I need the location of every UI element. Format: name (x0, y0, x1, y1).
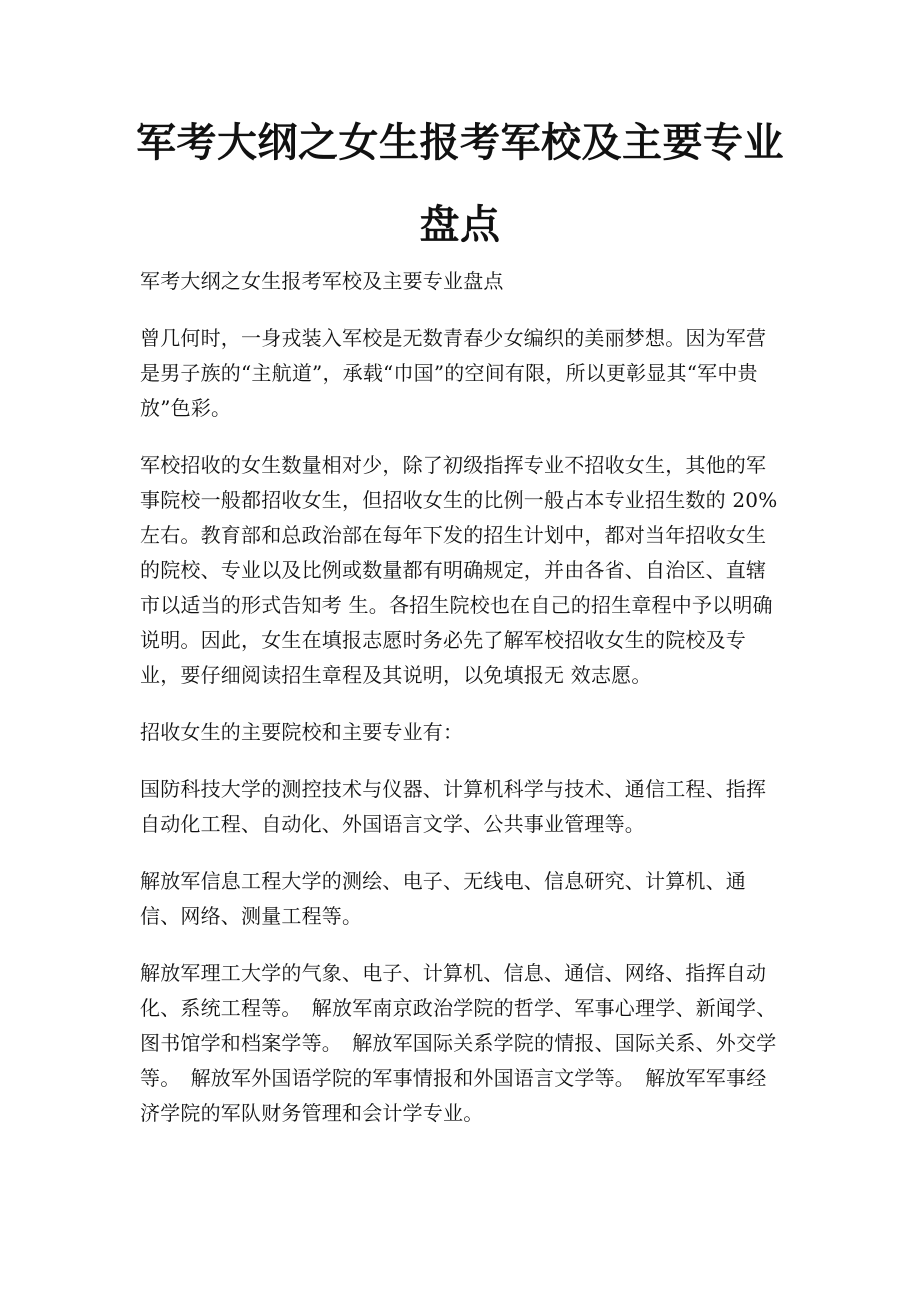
paragraph-intro: 曾几何时，一身戎装入军校是无数青春少女编织的美丽梦想。因为军营是男子族的“主航道”，承载“巾国”的空间有限，所以更彰显其“军中贵放”色彩。 (140, 326, 767, 420)
paragraph-subtitle: 军考大纲之女生报考军校及主要专业盘点 (140, 269, 504, 293)
paragraph-admission-policy: 军校招收的女生数量相对少，除了初级指挥专业不招收女生，其他的军事院校一般都招收女生，但招收女生的比例一般占本专业招生数的 20%左右。教育部和总政治部在每年下发的招生计划中，都对当年招收女生的院校、专业以及比例或数量都有明确规定，并由各省、自治区、直辖市以适当的形式告知考 生。各招生院校也在自己的招生章程中予以明确说明。因此，女生在填报志愿时务必先了解军校招收女生的院校及专业，要仔细阅读招生章程及其说明，以免填报无 效志愿。 (140, 453, 778, 687)
paragraph-national-defense-university: 国防科技大学的测控技术与仪器、计算机科学与技术、通信工程、指挥自动化工程、自动化、外国语言文学、公共事业管理等。 (140, 777, 767, 836)
paragraph-other-military-schools: 解放军理工大学的气象、电子、计算机、信息、通信、网络、指挥自动化、系统工程等。 解放军南京政治学院的哲学、军事心理学、新闻学、图书馆学和档案学等。 解放军国际关系学院的情报、国际关系、外交学等。 解放军外国语学院的军事情报和外国语言文学等。 解放军军事经济学院的军队财务管理和会计学专业。 (140, 961, 777, 1125)
document-body (140, 264, 782, 1153)
paragraph-information-engineering-university: 解放军信息工程大学的测绘、电子、无线电、信息研究、计算机、通信、网络、测量工程等。 (140, 869, 746, 928)
document-title: 军考大纲之女生报考军校及主要专业盘点 (136, 119, 784, 248)
paragraph-major-list-heading: 招收女生的主要院校和主要专业有： (140, 720, 464, 744)
